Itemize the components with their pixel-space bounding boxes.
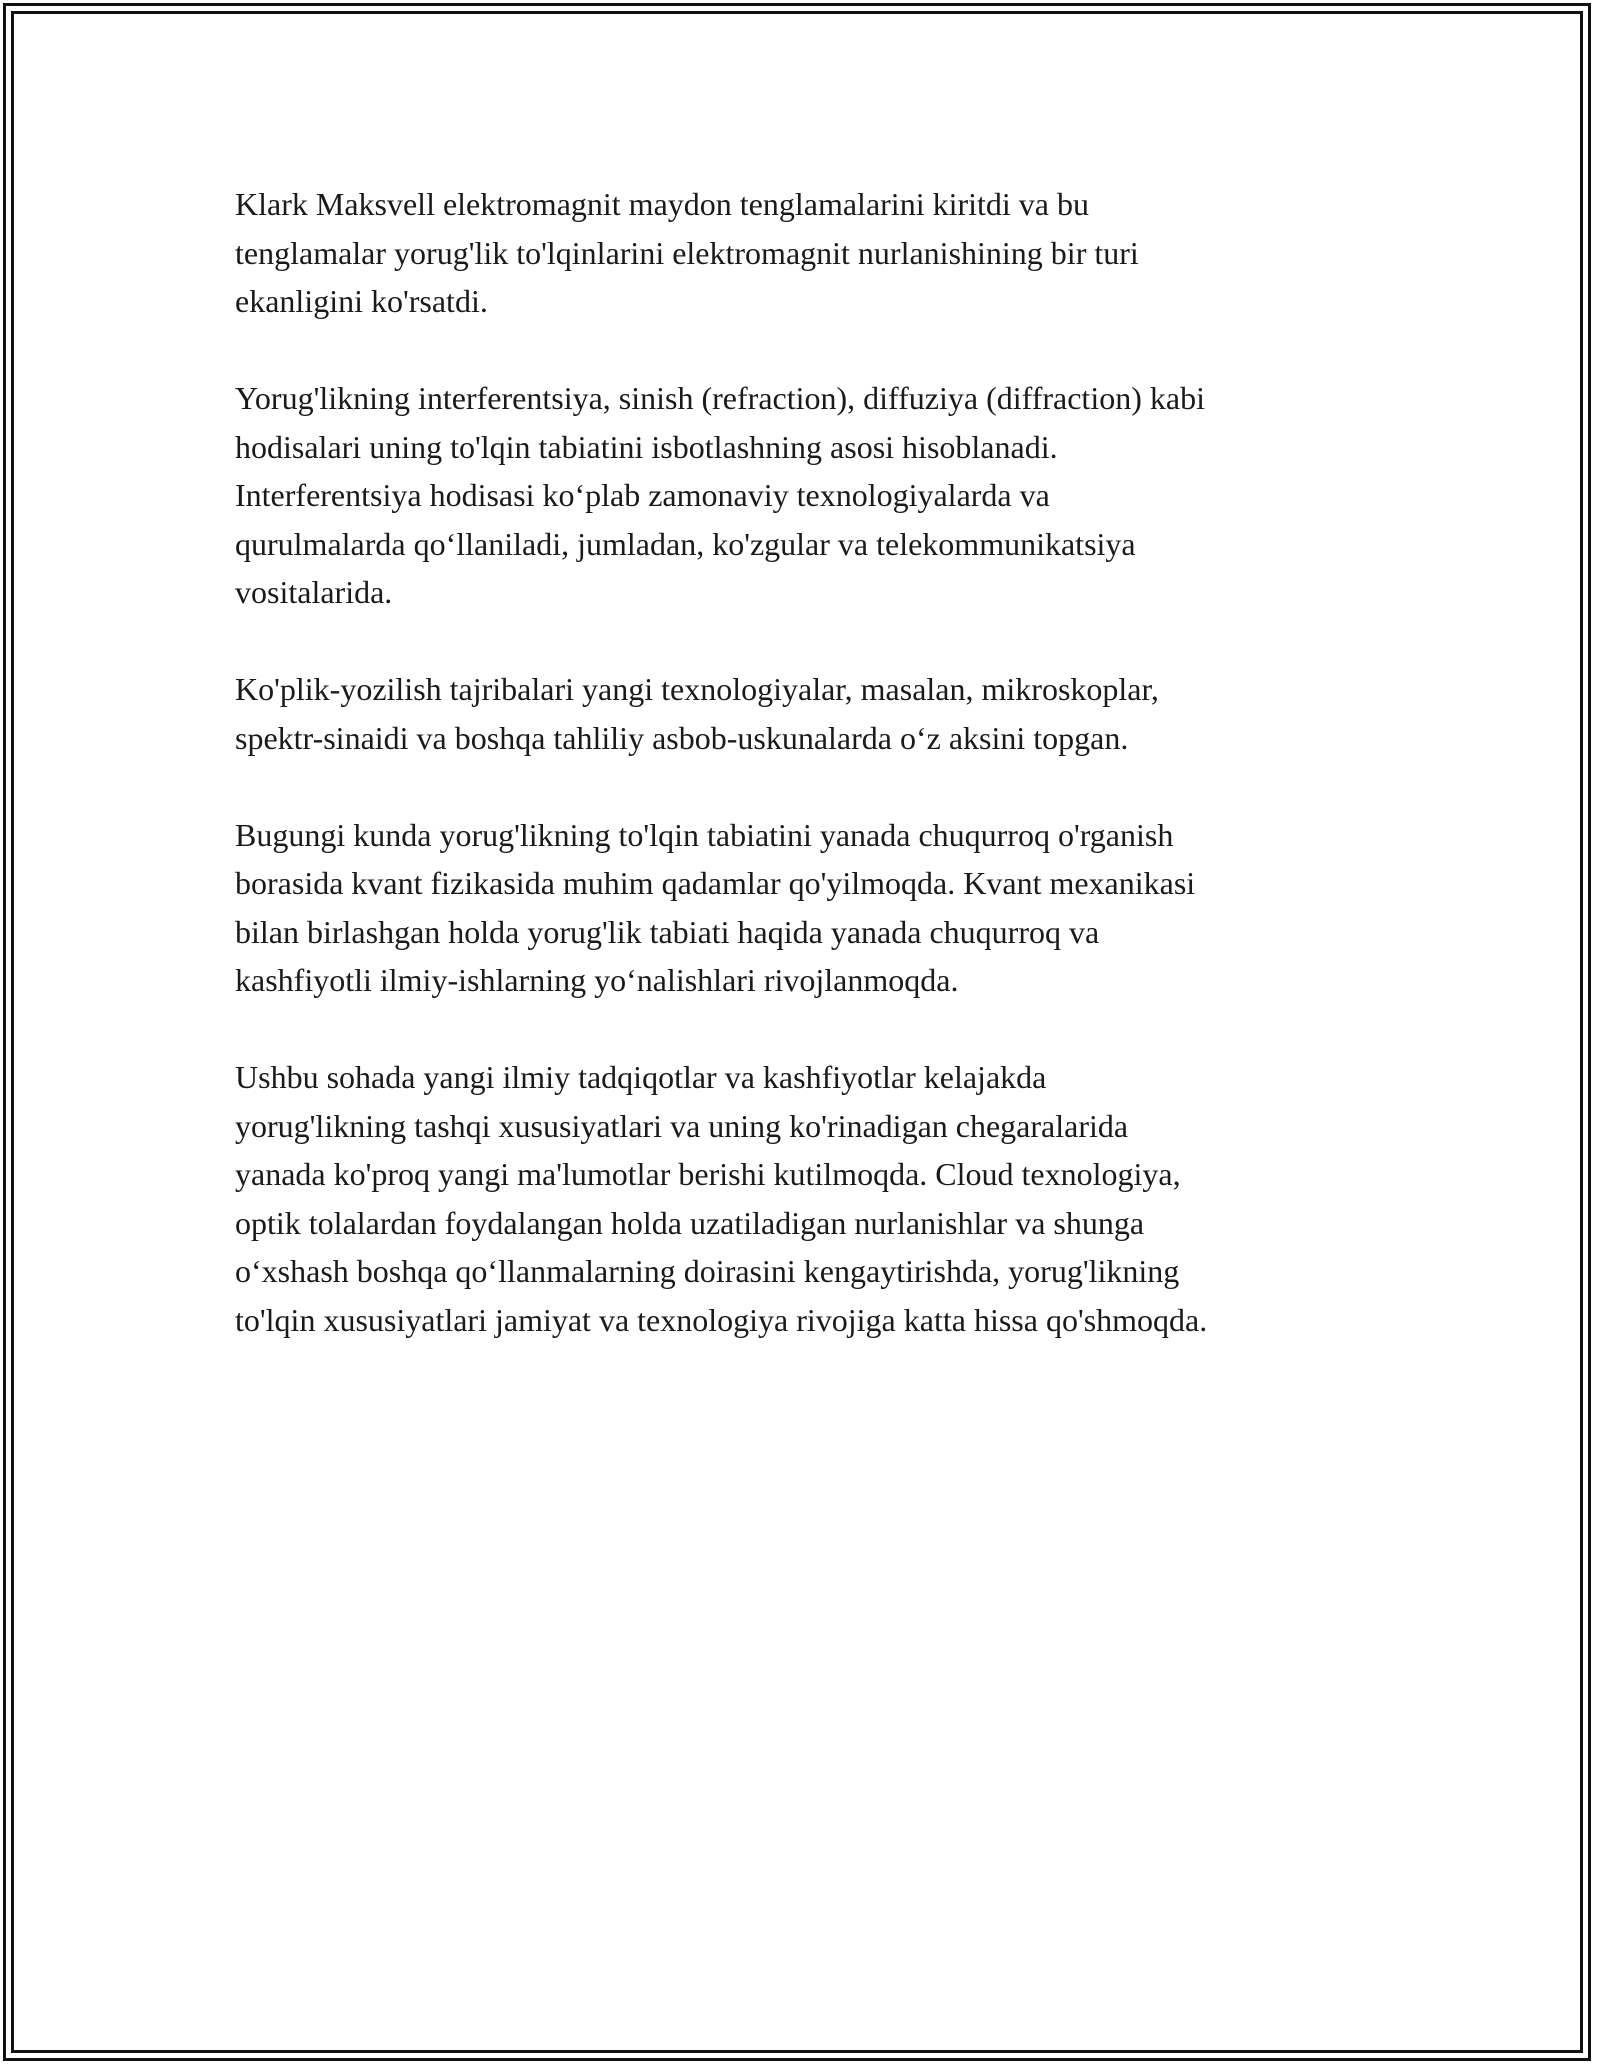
paragraph-future-research <box>235 1053 1365 1344</box>
text-line: bilan birlashgan holda yorug'lik tabiati haqida yanada chuqurroq va <box>235 913 1100 950</box>
text-line: Ko'plik-yozilish tajribalari yangi texnologiyalar, masalan, mikroskoplar, <box>235 671 1159 707</box>
paragraph-interference <box>235 374 1365 617</box>
text-line: kashfiyotli ilmiy-ishlarning yoʻnalishlari rivojlanmoqda. <box>235 962 959 998</box>
text-line: Bugungi kunda yorug'likning to'lqin tabiatini yanada chuqurroq o'rganish <box>235 816 1174 853</box>
text-line: Ushbu sohada yangi ilmiy tadqiqotlar va kashfiyotlar kelajakda <box>235 1059 1047 1095</box>
text-line: spektr-sinaidi va boshqa tahliliy asbob-uskunalarda oʻz aksini topgan. <box>235 719 1129 756</box>
text-line: hodisalari uning to'lqin tabiatini isbotlashning asosi hisoblanadi. <box>235 428 1058 465</box>
text-line: yanada ko'proq yangi ma'lumotlar berishi kutilmoqda. Cloud texnologiya, <box>235 1156 1181 1192</box>
text-line: Interferentsiya hodisasi koʻplab zamonaviy texnologiyalarda va <box>235 477 1050 513</box>
text-line: optik tolalardan foydalangan holda uzatiladigan nurlanishlar va shunga <box>235 1204 1145 1241</box>
paragraph-maxwell <box>235 180 1365 326</box>
text-line: yorug'likning tashqi xususiyatlari va uning ko'rinadigan chegaralarida <box>235 1107 1129 1144</box>
text-line: qurulmalarda qoʻllaniladi, jumladan, ko'zgular va telekommunikatsiya <box>235 525 1136 562</box>
text-line: vositalarida. <box>235 574 393 610</box>
paragraph-experiments <box>235 665 1365 762</box>
text-line: Klark Maksvell elektromagnit maydon tenglamalarini kiritdi va bu <box>235 186 1089 222</box>
text-line: borasida kvant fizikasida muhim qadamlar qo'yilmoqda. Kvant mexanikasi <box>235 865 1196 901</box>
text-line: Yorug'likning interferentsiya, sinish (refraction), diffuziya (diffraction) kabi <box>235 380 1205 416</box>
text-line: oʻxshash boshqa qoʻllanmalarning doirasini kengaytirishda, yorug'likning <box>235 1253 1180 1289</box>
paragraph-quantum <box>235 811 1365 1005</box>
text-line: to'lqin xususiyatlari jamiyat va texnologiya rivojiga katta hissa qo'shmoqda. <box>235 1301 1208 1338</box>
document-body <box>235 180 1365 1393</box>
text-line: tenglamalar yorug'lik to'lqinlarini elektromagnit nurlanishining bir turi <box>235 234 1139 271</box>
text-line: ekanligini ko'rsatdi. <box>235 283 488 319</box>
